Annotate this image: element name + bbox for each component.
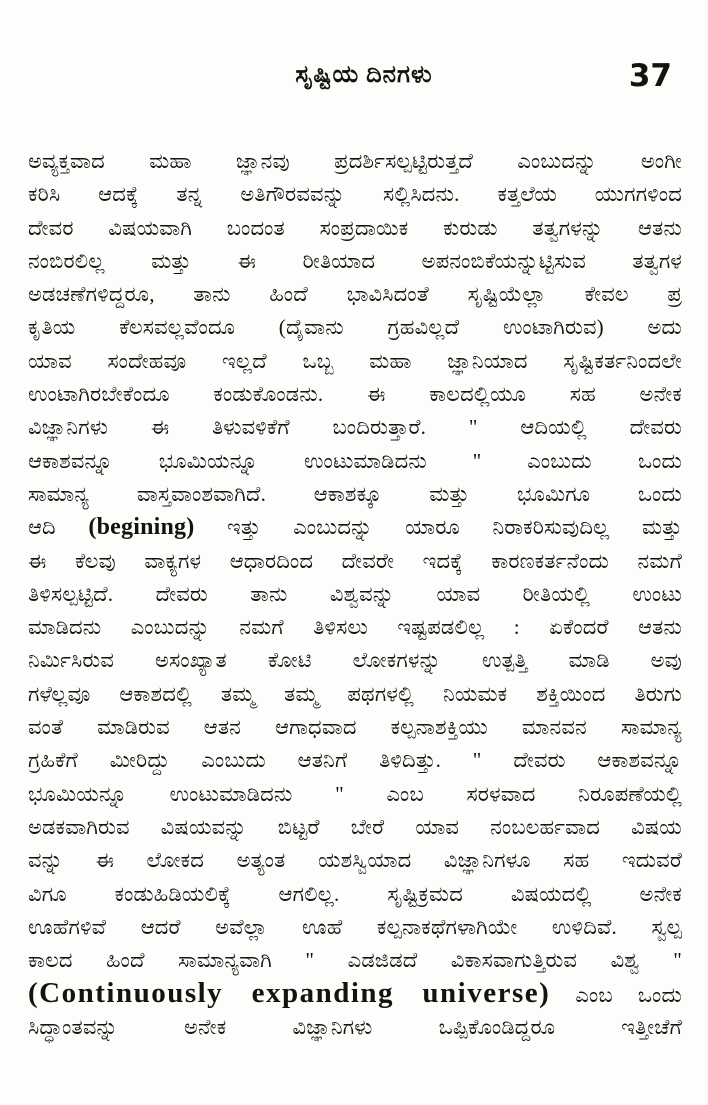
text-line: ಗಳೆಲ್ಲವೂ ಆಕಾಶದಲ್ಲಿ ತಮ್ಮ ತಮ್ಮ ಪಥಗಳಲ್ಲಿ ನಿಯಮಕ ಶಕ್ತಿಯಿಂದ ತಿರುಗು: [28, 681, 682, 706]
text-line: ಅವ್ಯಕ್ತವಾದ ಮಹಾ ಜ್ಞಾನವು ಪ್ರದರ್ಶಿಸಲ್ಪಟ್ಟಿರುತ್ತದೆ ಎಂಬುದನ್ನು ಅಂಗೀ: [28, 149, 682, 173]
text-line: ವಿಜ್ಞಾನಿಗಳು ಈ ತಿಳುವಳಿಕೆಗೆ ಬಂದಿರುತ್ತಾರೆ. " ಆದಿಯಲ್ಲಿ ದೇವರು: [28, 415, 682, 440]
text-line: ಉಂಟಾಗಿರಬೇಕೆಂದೂ ಕಂಡುಕೊಂಡನು. ಈ ಕಾಲದಲ್ಲಿಯೂ ಸಹ ಅನೇಕ: [28, 382, 682, 407]
text-line: ಆದಿ (begining) ಇತ್ತು ಎಂಬುದನ್ನು ಯಾರೂ ನಿರಾಕರಿಸುವುದಿಲ್ಲ ಮತ್ತು: [28, 514, 682, 541]
text-line: ಊಹೆಗಳಿವೆ ಆದರೆ ಅವೆಲ್ಲಾ ಊಹೆ ಕಲ್ಪನಾಕಥೆಗಳಾಗಿಯೇ ಉಳಿದಿವೆ. ಸ್ವಲ್ಪ: [28, 914, 682, 939]
text-line: ನಿರ್ಮಿಸಿರುವ ಅಸಂಖ್ಯಾತ ಕೋಟಿ ಲೋಕಗಳನ್ನು ಉತ್ಪತ್ತಿ ಮಾಡಿ ಅವು: [28, 648, 682, 673]
text-line: ವಿಗೂ ಕಂಡುಹಿಡಿಯಲಿಕ್ಕೆ ಆಗಲಿಲ್ಲ. ಸೃಷ್ಟಿಕ್ರಮದ ವಿಷಯದಲ್ಲಿ ಅನೇಕ: [28, 881, 682, 906]
english-phrase: (begining): [88, 514, 195, 541]
text-line: ದೇವರ ವಿಷಯವಾಗಿ ಬಂದಂತ ಸಂಪ್ರದಾಯಿಕ ಕುರುಡು ತತ್ವಗಳನ್ನು ಆತನು: [28, 215, 682, 240]
text-line: ಸಿದ್ಧಾಂತವನ್ನು ಅನೇಕ ವಿಜ್ಞಾನಿಗಳು ಒಪ್ಪಿಕೊಂಡಿದ್ದರೂ ಇತ್ತೀಚೆಗೆ: [28, 1014, 682, 1039]
english-phrase: (Continuously expanding universe): [28, 977, 551, 1010]
text-line: ಯಾವ ಸಂದೇಹವೂ ಇಲ್ಲದೆ ಒಬ್ಬ ಮಹಾ ಜ್ಞಾನಿಯಾದ ಸೃಷ್ಟಿಕರ್ತನಿಂದಲೇ: [28, 348, 682, 373]
text-line: ವನ್ನು ಈ ಲೋಕದ ಅತ್ಯಂತ ಯಶಸ್ವಿಯಾದ ವಿಜ್ಞಾನಿಗಳೂ ಸಹ ಇದುವರೆ: [28, 848, 682, 873]
text-line: ತಿಳಿಸಲ್ಪಟ್ಟಿದೆ. ದೇವರು ತಾನು ವಿಶ್ವವನ್ನು ಯಾವ ರೀತಿಯಲ್ಲಿ ಉಂಟು: [28, 581, 682, 606]
text-line: ನಂಬಿರಲಿಲ್ಲ ಮತ್ತು ಈ ರೀತಿಯಾದ ಅಪನಂಬಿಕೆಯನ್ನುಟ್ಟಿಸುವ ತತ್ವಗಳ: [28, 248, 682, 273]
page-number: 37: [628, 58, 672, 94]
text-line: ಈ ಕೆಲವು ವಾಕ್ಯಗಳ ಆಧಾರದಿಂದ ದೇವರೇ ಇದಕ್ಕೆ ಕಾರಣಕರ್ತನೆಂದು ನಮಗೆ: [28, 548, 682, 573]
text-line: ವಂತೆ ಮಾಡಿರುವ ಆತನ ಆಗಾಧವಾದ ಕಲ್ಪನಾಶಕ್ತಿಯು ಮಾನವನ ಸಾಮಾನ್ಯ: [28, 715, 682, 740]
text-line: (Continuously expanding universe) ಎಂಬ ಒಂದು: [28, 977, 682, 1010]
text-line: ಕಾಲದ ಹಿಂದೆ ಸಾಮಾನ್ಯವಾಗಿ " ಎಡಜಿಡದೆ ವಿಕಾಸವಾಗುತ್ತಿರುವ ವಿಶ್ವ ": [28, 948, 682, 973]
body-text: [28, 145, 682, 1044]
text-line: ಸಾಮಾನ್ಯ ವಾಸ್ತವಾಂಶವಾಗಿದೆ. ಆಕಾಶಕ್ಕೂ ಮತ್ತು ಭೂಮಿಗೂ ಒಂದು: [28, 481, 682, 506]
chapter-title: ಸೃಷ್ಟಿಯ ದಿನಗಳು: [295, 62, 433, 88]
text-line: ಭೂಮಿಯನ್ನೂ ಉಂಟುಮಾಡಿದನು " ಎಂಬ ಸರಳವಾದ ನಿರೂಪಣೆಯಲ್ಲಿ: [28, 781, 682, 806]
text-line: ಮಾಡಿದನು ಎಂಬುದನ್ನು ನಮಗೆ ತಿಳಿಸಲು ಇಷ್ಟಪಡಲಿಲ್ಲ : ಏಕೆಂದರೆ ಆತನು: [28, 615, 682, 640]
text-line: ಅಡಕವಾಗಿರುವ ವಿಷಯವನ್ನು ಬಿಟ್ಟರೆ ಬೇರೆ ಯಾವ ನಂಬಲರ್ಹವಾದ ವಿಷಯ: [28, 814, 682, 839]
text-line: ಕರಿಸಿ ಆದಕ್ಕೆ ತನ್ನ ಅತಿಗೌರವವನ್ನು ಸಲ್ಲಿಸಿದನು. ಕತ್ತಲೆಯ ಯುಗಗಳಿಂದ: [28, 182, 682, 207]
text-line: ಅಡಚಣೆಗಳಿದ್ದರೂ, ತಾನು ಹಿಂದೆ ಭಾವಿಸಿದಂತೆ ಸೃಷ್ಟಿಯೆಲ್ಲಾ ಕೇವಲ ಪ್ರ: [28, 282, 682, 307]
text-line: ಕೃತಿಯ ಕೆಲಸವಲ್ಲವೆಂದೂ (ದೈವಾನು ಗ್ರಹವಿಲ್ಲದೆ ಉಂಟಾಗಿರುವ) ಅದು: [28, 315, 682, 340]
text-line: ಆಕಾಶವನ್ನೂ ಭೂಮಿಯನ್ನೂ ಉಂಟುಮಾಡಿದನು '' ಎಂಬುದು ಒಂದು: [28, 448, 682, 473]
running-header: [0, 58, 708, 104]
text-line: ಗ್ರಹಿಕೆಗೆ ಮೀರಿದ್ದು ಎಂಬುದು ಆತನಿಗೆ ತಿಳಿದಿತ್ತು. " ದೇವರು ಆಕಾಶವನ್ನೂ: [28, 748, 682, 773]
